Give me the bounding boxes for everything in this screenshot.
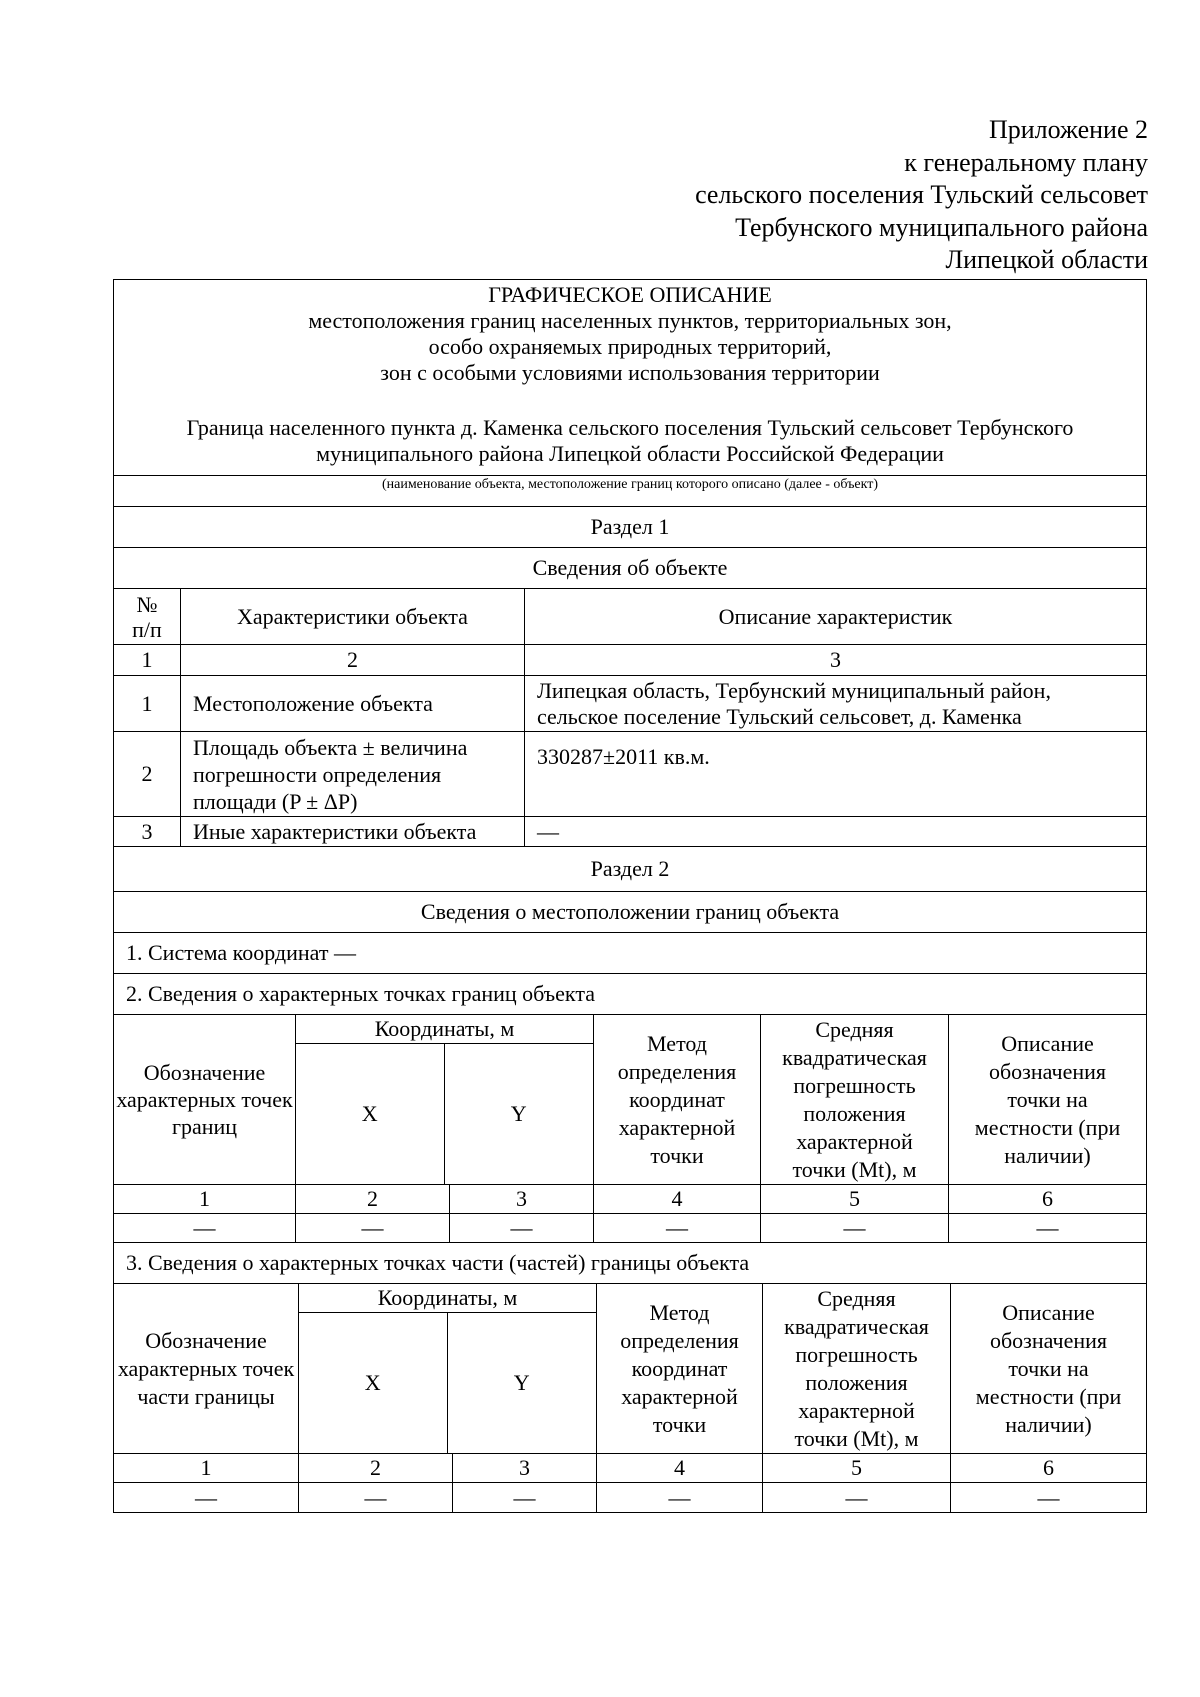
section1-name: Сведения об объекте bbox=[114, 548, 1146, 589]
appendix-line: сельского поселения Тульский сельсовет bbox=[695, 180, 1148, 209]
points-number-row: 1 2 3 4 5 6 bbox=[114, 1185, 1146, 1214]
section2-label: Раздел 2 bbox=[114, 847, 1146, 892]
parts-title: 3. Сведения о характерных точках части (частей) границы объекта bbox=[114, 1243, 1146, 1284]
table-row: — — — — — — bbox=[114, 1483, 1146, 1512]
table-row: 2 Площадь объекта ± величина погрешности определения площади (P ± ΔP) 330287±2011 кв.м. bbox=[114, 732, 1146, 817]
parts-number-row: 1 2 3 4 5 6 bbox=[114, 1454, 1146, 1483]
points-title: 2. Сведения о характерных точках границ объекта bbox=[114, 974, 1146, 1015]
form-subtitle-line: особо охраняемых природных территорий, bbox=[428, 334, 832, 359]
coord-y-header: Y bbox=[513, 1370, 530, 1395]
col-header-characteristic: Характеристики объекта bbox=[181, 589, 525, 644]
table-row: 3 Иные характеристики объекта — bbox=[114, 817, 1146, 847]
object-caption: (наименование объекта, местоположение границ которого описано (далее - объект) bbox=[381, 477, 879, 492]
section1-header-row bbox=[114, 589, 1146, 645]
form-title: ГРАФИЧЕСКОЕ ОПИСАНИЕ bbox=[488, 282, 772, 307]
coord-system: 1. Система координат — bbox=[114, 933, 1146, 974]
coords-header: Координаты, м X Y bbox=[296, 1015, 594, 1184]
coord-x-header: X bbox=[296, 1044, 445, 1184]
points-table-header: Обозначение характерных точек границ Координаты, м X Y Метод определения координат характерной точки Средняя квадратическая погрешность положения характерной точки (Mt), м Описание обозначения точки на местности (при наличии) bbox=[114, 1015, 1146, 1185]
appendix-line: Приложение 2 bbox=[988, 115, 1148, 144]
coord-y-header: Y bbox=[510, 1101, 527, 1126]
appendix-line: к генеральному плану bbox=[904, 147, 1148, 177]
form-subtitle-line: зон с особыми условиями использования территории bbox=[380, 360, 880, 385]
col-header-num: № п/п bbox=[114, 589, 181, 644]
coord-x-header: X bbox=[299, 1313, 448, 1453]
section1-label: Раздел 1 bbox=[114, 507, 1146, 548]
form-header bbox=[114, 280, 1146, 476]
object-name-line: муниципального района Липецкой области Российской Федерации bbox=[316, 441, 944, 466]
section2-name: Сведения о местоположении границ объекта bbox=[114, 892, 1146, 933]
coords-header: Координаты, м X Y bbox=[299, 1284, 597, 1453]
parts-table-header: Обозначение характерных точек части границы Координаты, м X Y Метод определения координат характерной точки Средняя квадратическая погрешность положения характерной точки (Mt), м Описание обозначения точки на местности (при наличии) bbox=[114, 1284, 1146, 1454]
table-row: — — — — — — bbox=[114, 1214, 1146, 1243]
table-row: 1 Местоположение объекта Липецкая область, Тербунский муниципальный район, сельское поселение Тульский сельсовет, д. Каменка bbox=[114, 676, 1146, 732]
form-subtitle-line: местоположения границ населенных пунктов, территориальных зон, bbox=[308, 308, 952, 333]
col-header-description: Описание характеристик bbox=[718, 603, 953, 629]
section1-number-row: 1 2 3 bbox=[114, 645, 1146, 676]
object-name-line: Граница населенного пункта д. Каменка сельского поселения Тульский сельсовет Тербунского bbox=[186, 415, 1074, 440]
appendix-line: Тербунского муниципального района bbox=[735, 212, 1148, 242]
graphic-description-form bbox=[113, 279, 1147, 1513]
appendix-line: Липецкой области bbox=[945, 245, 1148, 274]
object-caption-row bbox=[114, 476, 1146, 507]
appendix-reference bbox=[528, 114, 1148, 277]
